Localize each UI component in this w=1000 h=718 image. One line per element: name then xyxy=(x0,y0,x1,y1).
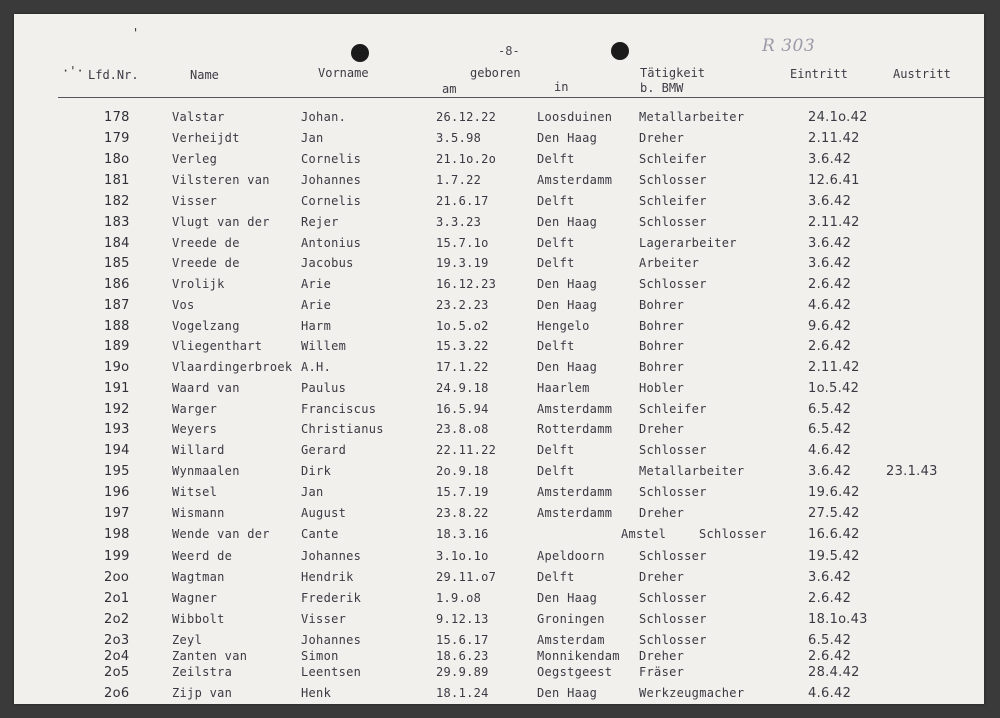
row-occupation: Metallarbeiter xyxy=(639,464,745,478)
row-birth-place: Rotterdamm xyxy=(537,422,613,436)
row-number: 2oo xyxy=(104,570,130,585)
row-birth-place: Den Haag xyxy=(537,591,598,605)
row-entry-date: 6.5.42 xyxy=(808,422,852,437)
row-birth-date: 21.1o.2o xyxy=(436,152,497,166)
row-number: 181 xyxy=(104,173,130,188)
row-occupation: Schlosser xyxy=(639,549,707,563)
row-name: Verheijdt xyxy=(172,131,240,145)
row-occupation: Schleifer xyxy=(639,194,707,208)
row-name: Weyers xyxy=(172,422,218,436)
row-vorname: Cornelis xyxy=(301,194,362,208)
row-name: Vreede de xyxy=(172,256,240,270)
row-entry-date: 6.5.42 xyxy=(808,402,852,417)
row-name: Wende van der xyxy=(172,527,270,541)
punch-hole-right xyxy=(611,42,629,60)
row-birth-date: 15.6.17 xyxy=(436,633,489,647)
row-birth-place: Apeldoorn xyxy=(537,549,605,563)
header-am: am xyxy=(442,82,457,96)
row-occupation: Dreher xyxy=(639,131,685,145)
row-birth-place: Hengelo xyxy=(537,319,590,333)
row-entry-date: 3.6.42 xyxy=(808,570,852,585)
row-occupation: Schlosser xyxy=(639,485,707,499)
row-number: 183 xyxy=(104,215,130,230)
row-name: Visser xyxy=(172,194,218,208)
row-entry-date: 19.5.42 xyxy=(808,549,860,564)
row-birth-date: 17.1.22 xyxy=(436,360,489,374)
row-occupation: Schlosser xyxy=(639,612,707,626)
row-birth-date: 16.5.94 xyxy=(436,402,489,416)
row-vorname: Willem xyxy=(301,339,347,353)
row-entry-date: 12.6.41 xyxy=(808,173,860,188)
row-number: 186 xyxy=(104,277,130,292)
row-birth-date: 1.7.22 xyxy=(436,173,482,187)
row-number: 19o xyxy=(104,360,130,375)
row-birth-place: Delft xyxy=(537,152,575,166)
row-entry-date: 4.6.42 xyxy=(808,443,852,458)
row-occupation: Bohrer xyxy=(639,360,685,374)
row-birth-date: 1o.5.o2 xyxy=(436,319,489,333)
row-number: 189 xyxy=(104,339,130,354)
row-occupation: Schlosser xyxy=(699,527,767,541)
row-birth-place: Delft xyxy=(537,443,575,457)
row-birth-date: 3.5.98 xyxy=(436,131,482,145)
row-birth-place: Delft xyxy=(537,570,575,584)
row-birth-place: Delft xyxy=(537,464,575,478)
row-name: Wagtman xyxy=(172,570,225,584)
row-birth-date: 18.6.23 xyxy=(436,649,489,663)
row-vorname: Antonius xyxy=(301,236,362,250)
row-occupation: Bohrer xyxy=(639,339,685,353)
row-birth-date: 21.6.17 xyxy=(436,194,489,208)
row-occupation: Schlosser xyxy=(639,173,707,187)
row-vorname: Harm xyxy=(301,319,332,333)
row-birth-date: 9.12.13 xyxy=(436,612,489,626)
row-birth-date: 16.12.23 xyxy=(436,277,497,291)
row-occupation: Werkzeugmacher xyxy=(639,686,745,700)
row-entry-date: 2.11.42 xyxy=(808,215,860,230)
row-number: 2o5 xyxy=(104,665,130,680)
row-name: Witsel xyxy=(172,485,218,499)
row-vorname: Cante xyxy=(301,527,339,541)
row-vorname: A.H. xyxy=(301,360,332,374)
row-number: 195 xyxy=(104,464,130,479)
row-occupation: Schlosser xyxy=(639,591,707,605)
ink-mark: ' xyxy=(132,26,140,40)
row-vorname: Christianus xyxy=(301,422,384,436)
row-occupation: Schleifer xyxy=(639,152,707,166)
header-taetigkeit-sub: b. BMW xyxy=(640,81,684,95)
row-entry-date: 16.6.42 xyxy=(808,527,860,542)
row-number: 197 xyxy=(104,506,130,521)
row-occupation: Dreher xyxy=(639,570,685,584)
row-name: Zeilstra xyxy=(172,665,233,679)
row-name: Weerd de xyxy=(172,549,233,563)
row-number: 179 xyxy=(104,131,130,146)
row-name: Vogelzang xyxy=(172,319,240,333)
row-vorname: Jan xyxy=(301,131,324,145)
row-vorname: Dirk xyxy=(301,464,332,478)
row-birth-place: Den Haag xyxy=(537,215,598,229)
row-vorname: Paulus xyxy=(301,381,347,395)
row-entry-date: 2.6.42 xyxy=(808,277,852,292)
row-birth-place: Amsterdamm xyxy=(537,402,613,416)
row-entry-date: 3.6.42 xyxy=(808,194,852,209)
row-birth-place: Den Haag xyxy=(537,298,598,312)
row-birth-date: 23.2.23 xyxy=(436,298,489,312)
header-lfd-nr: Lfd.Nr. xyxy=(88,68,139,82)
row-name: Valstar xyxy=(172,110,225,124)
row-name: Zijp van xyxy=(172,686,233,700)
row-number: 193 xyxy=(104,422,130,437)
row-birth-place: Delft xyxy=(537,339,575,353)
row-name: Willard xyxy=(172,443,225,457)
row-name: Wismann xyxy=(172,506,225,520)
row-number: 191 xyxy=(104,381,130,396)
row-occupation: Schlosser xyxy=(639,443,707,457)
row-vorname: Hendrik xyxy=(301,570,354,584)
row-birth-place: Delft xyxy=(537,194,575,208)
row-birth-place: Den Haag xyxy=(537,360,598,374)
row-vorname: Johannes xyxy=(301,549,362,563)
row-name: Wibbolt xyxy=(172,612,225,626)
row-occupation: Schlosser xyxy=(639,633,707,647)
row-birth-date: 3.1o.1o xyxy=(436,549,489,563)
row-entry-date: 1o.5.42 xyxy=(808,381,860,396)
row-name: Verleg xyxy=(172,152,218,166)
row-number: 178 xyxy=(104,110,130,125)
row-entry-date: 3.6.42 xyxy=(808,236,852,251)
row-birth-date: 18.1.24 xyxy=(436,686,489,700)
row-entry-date: 27.5.42 xyxy=(808,506,860,521)
row-name: Vreede de xyxy=(172,236,240,250)
row-name: Vlugt van der xyxy=(172,215,270,229)
row-entry-date: 2.11.42 xyxy=(808,360,860,375)
row-birth-date: 18.3.16 xyxy=(436,527,489,541)
row-birth-date: 15.7.19 xyxy=(436,485,489,499)
row-birth-date: 15.3.22 xyxy=(436,339,489,353)
row-entry-date: 19.6.42 xyxy=(808,485,860,500)
row-birth-date: 24.9.18 xyxy=(436,381,489,395)
row-occupation: Hobler xyxy=(639,381,685,395)
row-number: 18o xyxy=(104,152,130,167)
row-birth-place: Loosduinen xyxy=(537,110,613,124)
row-entry-date: 6.5.42 xyxy=(808,633,852,648)
row-entry-date: 2.6.42 xyxy=(808,339,852,354)
row-number: 199 xyxy=(104,549,130,564)
header-taetigkeit: Tätigkeit xyxy=(640,66,706,80)
row-occupation: Arbeiter xyxy=(639,256,700,270)
row-entry-date: 4.6.42 xyxy=(808,298,852,313)
row-occupation: Fräser xyxy=(639,665,685,679)
row-number: 192 xyxy=(104,402,130,417)
row-number: 196 xyxy=(104,485,130,500)
row-occupation: Dreher xyxy=(639,506,685,520)
row-number: 188 xyxy=(104,319,130,334)
row-occupation: Dreher xyxy=(639,422,685,436)
row-exit-date: 23.1.43 xyxy=(886,464,938,479)
row-birth-date: 26.12.22 xyxy=(436,110,497,124)
row-birth-date: 23.8.22 xyxy=(436,506,489,520)
row-vorname: Jan xyxy=(301,485,324,499)
row-name: Wagner xyxy=(172,591,218,605)
row-vorname: Arie xyxy=(301,277,332,291)
row-vorname: Cornelis xyxy=(301,152,362,166)
row-entry-date: 2.11.42 xyxy=(808,131,860,146)
row-birth-place: Monnikendam xyxy=(537,649,620,663)
row-name: Vliegenthart xyxy=(172,339,263,353)
row-birth-date: 22.11.22 xyxy=(436,443,497,457)
row-birth-place: Oegstgeest xyxy=(537,665,613,679)
row-occupation: Dreher xyxy=(639,649,685,663)
row-birth-date: 29.11.o7 xyxy=(436,570,497,584)
row-birth-place: Amsterdamm xyxy=(537,506,613,520)
row-vorname: Gerard xyxy=(301,443,347,457)
row-vorname: Frederik xyxy=(301,591,362,605)
row-vorname: Visser xyxy=(301,612,347,626)
row-occupation: Schlosser xyxy=(639,277,707,291)
document-page xyxy=(14,14,984,704)
row-number: 2o2 xyxy=(104,612,130,627)
row-birth-place: Delft xyxy=(537,256,575,270)
row-birth-place: Groningen xyxy=(537,612,605,626)
row-entry-date: 4.6.42 xyxy=(808,686,852,701)
row-name: Zanten van xyxy=(172,649,248,663)
row-vorname: Johannes xyxy=(301,173,362,187)
row-name: Vrolijk xyxy=(172,277,225,291)
row-vorname: August xyxy=(301,506,347,520)
row-birth-date: 1.9.o8 xyxy=(436,591,482,605)
row-number: 198 xyxy=(104,527,130,542)
page-number: -8- xyxy=(498,44,520,58)
row-occupation: Bohrer xyxy=(639,298,685,312)
row-birth-date: 15.7.1o xyxy=(436,236,489,250)
header-in: in xyxy=(554,80,569,94)
row-vorname: Johannes xyxy=(301,633,362,647)
row-vorname: Johan. xyxy=(301,110,347,124)
row-entry-date: 2.6.42 xyxy=(808,591,852,606)
header-rule xyxy=(58,97,984,98)
row-birth-place: Amsterdamm xyxy=(537,485,613,499)
row-name: Zeyl xyxy=(172,633,203,647)
row-birth-place: Amsterdam xyxy=(537,633,605,647)
row-entry-date: 3.6.42 xyxy=(808,256,852,271)
row-birth-date: 29.9.89 xyxy=(436,665,489,679)
row-number: 2o6 xyxy=(104,686,130,701)
row-vorname: Franciscus xyxy=(301,402,377,416)
row-birth-date: 2o.9.18 xyxy=(436,464,489,478)
row-birth-place: Haarlem xyxy=(537,381,590,395)
row-name: Vilsteren van xyxy=(172,173,270,187)
row-birth-place: Amstel xyxy=(621,527,667,541)
row-number: 2o4 xyxy=(104,649,130,664)
row-vorname: Leentsen xyxy=(301,665,362,679)
row-occupation: Lagerarbeiter xyxy=(639,236,737,250)
row-entry-date: 3.6.42 xyxy=(808,152,852,167)
archive-stamp: R 303 xyxy=(762,36,816,56)
row-name: Vos xyxy=(172,298,195,312)
row-birth-place: Amsterdamm xyxy=(537,173,613,187)
row-name: Wynmaalen xyxy=(172,464,240,478)
header-name: Name xyxy=(190,68,219,82)
row-number: 182 xyxy=(104,194,130,209)
row-birth-date: 3.3.23 xyxy=(436,215,482,229)
row-vorname: Rejer xyxy=(301,215,339,229)
row-number: 2o3 xyxy=(104,633,130,648)
row-birth-place: Delft xyxy=(537,236,575,250)
row-number: 194 xyxy=(104,443,130,458)
row-number: 184 xyxy=(104,236,130,251)
row-name: Vlaardingerbroek xyxy=(172,360,293,374)
row-entry-date: 28.4.42 xyxy=(808,665,860,680)
row-entry-date: 2.6.42 xyxy=(808,649,852,664)
row-vorname: Simon xyxy=(301,649,339,663)
row-number: 185 xyxy=(104,256,130,271)
row-number: 187 xyxy=(104,298,130,313)
row-entry-date: 9.6.42 xyxy=(808,319,852,334)
ink-mark: ·'· xyxy=(62,64,84,78)
row-birth-date: 19.3.19 xyxy=(436,256,489,270)
row-birth-place: Den Haag xyxy=(537,277,598,291)
header-vorname: Vorname xyxy=(318,66,369,80)
row-name: Warger xyxy=(172,402,218,416)
row-entry-date: 18.1o.43 xyxy=(808,612,868,627)
row-name: Waard van xyxy=(172,381,240,395)
row-occupation: Metallarbeiter xyxy=(639,110,745,124)
row-vorname: Arie xyxy=(301,298,332,312)
row-entry-date: 3.6.42 xyxy=(808,464,852,479)
row-birth-date: 23.8.o8 xyxy=(436,422,489,436)
row-entry-date: 24.1o.42 xyxy=(808,110,868,125)
row-birth-place: Den Haag xyxy=(537,686,598,700)
row-vorname: Jacobus xyxy=(301,256,354,270)
row-vorname: Henk xyxy=(301,686,332,700)
row-occupation: Schlosser xyxy=(639,215,707,229)
header-geboren: geboren xyxy=(470,66,521,80)
row-number: 2o1 xyxy=(104,591,130,606)
header-eintritt: Eintritt xyxy=(790,67,848,81)
punch-hole-left xyxy=(351,44,369,62)
row-occupation: Schleifer xyxy=(639,402,707,416)
row-occupation: Bohrer xyxy=(639,319,685,333)
row-birth-place: Den Haag xyxy=(537,131,598,145)
header-austritt: Austritt xyxy=(893,67,951,81)
